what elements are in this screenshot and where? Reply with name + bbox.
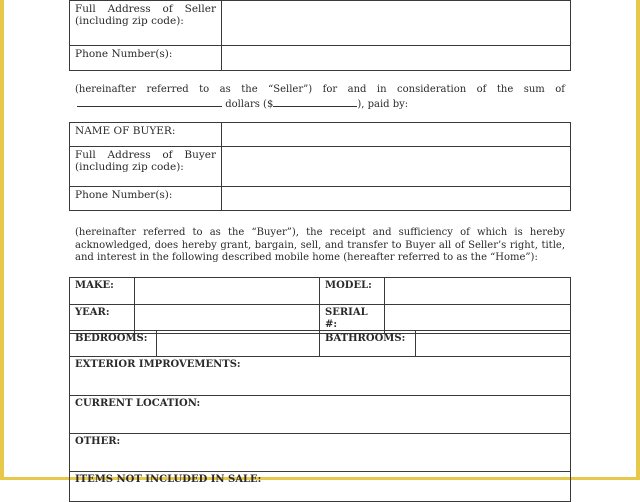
seller-consideration-paragraph [75, 84, 565, 111]
bathrooms-field[interactable] [416, 331, 571, 357]
exterior-improvements-label: EXTERIOR IMPROVEMENTS: [75, 359, 241, 370]
home-rooms-table [69, 330, 571, 502]
seller-info-table [69, 0, 571, 71]
items-not-included-field[interactable] [70, 472, 571, 502]
year-label: YEAR: [70, 305, 135, 334]
amount-number-field[interactable] [273, 97, 357, 107]
make-label: MAKE: [70, 278, 135, 305]
buyer-address-field[interactable] [222, 147, 571, 187]
seller-phone-label: Phone Number(s): [70, 46, 222, 71]
buyer-phone-label: Phone Number(s): [70, 187, 222, 211]
current-location-label: CURRENT LOCATION: [75, 398, 201, 409]
seller-address-label: Full Address of Seller (including zip code): [70, 1, 222, 46]
model-label: MODEL: [320, 278, 385, 305]
paid-by-text: ), paid by: [357, 98, 409, 110]
items-not-included-label: ITEMS NOT INCLUDED IN SALE: [75, 474, 262, 485]
model-field[interactable] [385, 278, 571, 305]
amount-words-field[interactable] [77, 97, 222, 107]
buyer-transfer-paragraph: (hereinafter referred to as the “Buyer”), the receipt and sufficiency of which is hereby acknowledged, does hereby grant, bargain, sell, and transfer to Buyer all of Seller’s right, title, and interest in the following described mobile home (hereafter referred to as the “Home”): [75, 227, 565, 263]
bedrooms-field[interactable] [157, 331, 320, 357]
make-field[interactable] [135, 278, 320, 305]
buyer-address-label: Full Address of Buyer (including zip code): [70, 147, 222, 187]
buyer-name-field[interactable] [222, 123, 571, 147]
amount-line [75, 97, 565, 112]
seller-phone-field[interactable] [222, 46, 571, 71]
bathrooms-label: BATHROOMS: [320, 331, 416, 357]
bedrooms-label: BEDROOMS: [70, 331, 157, 357]
dollars-text: dollars ($ [225, 98, 274, 110]
other-label: OTHER: [75, 436, 121, 447]
serial-label: SERIAL #: [320, 305, 385, 334]
seller-address-field[interactable] [222, 1, 571, 46]
other-field[interactable] [70, 434, 571, 472]
seller-consideration-line: (hereinafter referred to as the “Seller”) for and in consideration of the sum of [75, 84, 565, 95]
exterior-improvements-field[interactable] [70, 357, 571, 396]
buyer-phone-field[interactable] [222, 187, 571, 211]
home-details-table [69, 277, 571, 334]
buyer-name-label: NAME OF BUYER: [70, 123, 222, 147]
buyer-info-table [69, 122, 571, 211]
current-location-field[interactable] [70, 396, 571, 434]
